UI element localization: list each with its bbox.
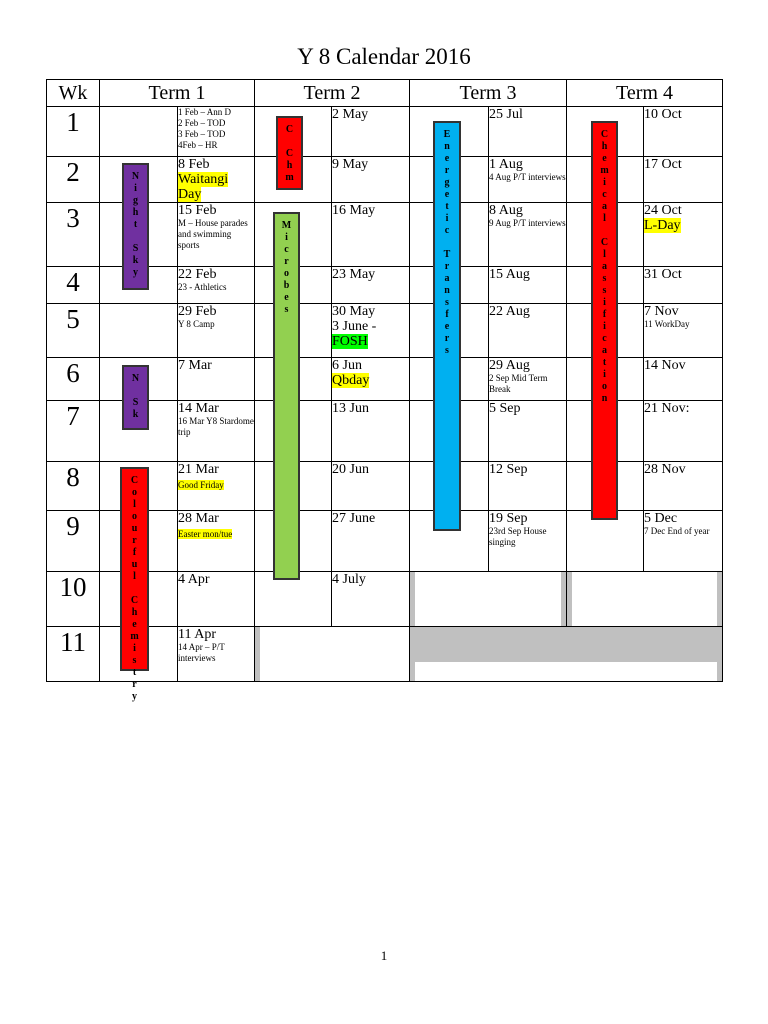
term4-date: 5 Dec 7 Dec End of year	[644, 511, 723, 572]
term3-date: 29 Aug 2 Sep Mid Term Break	[489, 358, 567, 401]
bar-letter	[446, 237, 449, 249]
event-highlight: FOSH	[332, 334, 368, 349]
bar-letter: M	[281, 220, 292, 231]
term3-date: 1 Aug 4 Aug P/T interviews	[489, 157, 567, 203]
week-number: 4	[47, 267, 100, 304]
term3-date: 12 Sep	[489, 462, 567, 511]
week-number: 9	[47, 511, 100, 572]
bar-letter: o	[284, 268, 289, 279]
bar-letter: u	[131, 559, 138, 570]
bar-letter: s	[132, 655, 137, 666]
topic-bar-colourful-chemistry	[120, 467, 149, 702]
term4-date: 10 Oct	[644, 107, 723, 157]
event-note: 23 - Athletics	[178, 282, 227, 292]
week-number: 8	[47, 462, 100, 511]
bar-letter: m	[600, 165, 609, 176]
week-number: 7	[47, 401, 100, 462]
bar-letter: i	[603, 177, 606, 188]
week-number: 3	[47, 203, 100, 267]
bar-letter: r	[284, 256, 289, 267]
bar-letter: c	[284, 244, 289, 255]
bar-letter: i	[603, 369, 606, 380]
bar-letter: c	[602, 189, 607, 200]
bar-letter: t	[445, 201, 449, 212]
bar-letter: f	[132, 547, 137, 558]
bar-letter: o	[132, 511, 137, 522]
bar-letter: a	[444, 273, 450, 284]
term1-date: 29 Feb Y 8 Camp	[178, 304, 255, 358]
event-highlight: Easter mon/tue	[178, 529, 233, 539]
event-note: 4 Aug P/T interviews	[489, 172, 566, 182]
bar-letter	[603, 225, 606, 237]
bar-letter: l	[603, 249, 606, 260]
bar-letter: i	[133, 643, 136, 654]
term1-notes: 1 Feb – Ann D 2 Feb – TOD 3 Feb – TOD 4Feb – HR	[178, 107, 255, 157]
bar-letter: n	[601, 393, 608, 404]
term1-date: 4 Apr	[178, 572, 255, 627]
bar-letter: a	[602, 345, 607, 356]
term3-date: 5 Sep	[489, 401, 567, 462]
term1-date: 7 Mar	[178, 358, 255, 401]
term2-date: 2 May	[332, 107, 410, 157]
bar-letter: e	[132, 619, 137, 630]
bar-letter: o	[602, 381, 607, 392]
bar-letter: C	[285, 148, 294, 159]
bar-letter: a	[602, 201, 607, 212]
term2-date: 30 May 3 June - FOSH	[332, 304, 410, 358]
term2-date: 27 June	[332, 511, 410, 572]
event-highlight: Waitangi Day	[178, 172, 229, 202]
bar-letter: C	[130, 595, 139, 606]
bar-letter: t	[133, 219, 138, 230]
event-note: 14 Apr – P/T interviews	[178, 642, 225, 663]
week-number: 6	[47, 358, 100, 401]
term1-date: 21 Mar Good Friday	[178, 462, 255, 511]
bar-letter: a	[602, 261, 607, 272]
event-note: 9 Aug P/T interviews	[489, 218, 566, 228]
term2-date: 13 Jun	[332, 401, 410, 462]
bar-letter: b	[283, 280, 290, 291]
bar-letter: t	[132, 667, 137, 678]
term2-date: 9 May	[332, 157, 410, 203]
header-term-2: Term 2	[255, 80, 410, 107]
term4-date: 14 Nov	[644, 358, 723, 401]
bar-letter: l	[133, 571, 136, 582]
event-note: 16 Mar Y8 Stardome trip	[178, 416, 254, 437]
bar-letter: h	[131, 607, 138, 618]
bar-letter: N	[131, 171, 140, 182]
term2-date: 4 July	[332, 572, 410, 627]
bar-letter: f	[602, 309, 607, 320]
term4-date: 31 Oct	[644, 267, 723, 304]
term3-date: 15 Aug	[489, 267, 567, 304]
topic-bar-microbes	[273, 212, 300, 580]
bar-letter: l	[603, 213, 606, 224]
event-note: 2 Sep Mid Term Break	[489, 373, 548, 394]
bar-letter	[133, 583, 136, 595]
bar-letter: e	[284, 292, 289, 303]
bar-letter: f	[445, 309, 449, 320]
topic-bar-c-chm	[276, 116, 303, 190]
bar-letter: r	[444, 261, 450, 272]
bar-letter	[134, 231, 137, 243]
bar-letter: C	[285, 124, 294, 135]
term3-date: 19 Sep 23rd Sep House singing	[489, 511, 567, 572]
event-note: M – House parades and swimming sports	[178, 218, 248, 250]
term4-date: 28 Nov	[644, 462, 723, 511]
bar-letter: g	[133, 195, 138, 206]
bar-letter: i	[603, 297, 606, 308]
bar-letter: e	[444, 321, 450, 332]
bar-letter: n	[444, 141, 450, 152]
event-note: 7 Dec End of year	[644, 526, 710, 536]
term3-date: 25 Jul	[489, 107, 567, 157]
week-number: 1	[47, 107, 100, 157]
term2-empty	[255, 627, 410, 682]
bar-letter: T	[443, 249, 451, 260]
week-number: 5	[47, 304, 100, 358]
term2-date: 20 Jun	[332, 462, 410, 511]
bar-letter: C	[600, 237, 609, 248]
event-highlight: L-Day	[644, 218, 681, 233]
bar-letter: i	[603, 321, 606, 332]
term4-date: 21 Nov:	[644, 401, 723, 462]
event-highlight: Qbday	[332, 373, 370, 388]
term1-date: 28 Mar Easter mon/tue	[178, 511, 255, 572]
event-highlight: Good Friday	[178, 480, 224, 490]
bar-letter: s	[602, 273, 607, 284]
bar-letter: e	[444, 189, 450, 200]
term4-date: 7 Nov 11 WorkDay	[644, 304, 723, 358]
term1-date: 11 Apr 14 Apr – P/T interviews	[178, 627, 255, 682]
bar-letter: n	[444, 285, 450, 296]
term1-date: 22 Feb 23 - Athletics	[178, 267, 255, 304]
bar-letter: S	[132, 397, 139, 408]
header-term-3: Term 3	[410, 80, 567, 107]
header-term-1: Term 1	[100, 80, 255, 107]
bar-letter: E	[443, 129, 451, 140]
page-title: Y 8 Calendar 2016	[297, 44, 471, 69]
page-number: 1	[380, 948, 388, 963]
bar-letter: C	[600, 129, 609, 140]
topic-bar-n-sk	[122, 365, 149, 430]
bar-letter	[288, 136, 291, 148]
bar-letter: r	[132, 535, 137, 546]
bar-letter: h	[132, 207, 139, 218]
bar-letter: N	[131, 373, 140, 384]
term1-date: 15 Feb M – House parades and swimming sports	[178, 203, 255, 267]
term3-4-empty	[410, 627, 723, 682]
bar-letter: S	[132, 243, 139, 254]
bar-letter: g	[444, 177, 450, 188]
term4-empty	[567, 572, 723, 627]
bar-letter: e	[602, 153, 607, 164]
header-wk: Wk	[47, 80, 100, 107]
bar-letter: s	[602, 285, 607, 296]
header-term-4: Term 4	[567, 80, 723, 107]
term1-date: 8 Feb Waitangi Day	[178, 157, 255, 203]
term1-date: 14 Mar 16 Mar Y8 Stardome trip	[178, 401, 255, 462]
event-note: 11 WorkDay	[644, 319, 690, 329]
term3-date: 22 Aug	[489, 304, 567, 358]
bar-letter: u	[131, 523, 138, 534]
bar-letter: i	[285, 232, 288, 243]
week-number: 10	[47, 572, 100, 627]
bar-letter: k	[132, 255, 139, 266]
bar-letter: i	[134, 183, 137, 194]
bar-letter: s	[445, 297, 449, 308]
bar-letter: r	[444, 333, 450, 344]
event-note: Y 8 Camp	[178, 319, 215, 329]
bar-letter	[134, 385, 137, 397]
bar-letter: C	[130, 475, 139, 486]
term4-date: 24 Oct L-Day	[644, 203, 723, 267]
bar-letter: c	[602, 333, 607, 344]
bar-letter: m	[285, 172, 294, 183]
term2-date: 16 May	[332, 203, 410, 267]
bar-letter: l	[133, 499, 136, 510]
bar-letter: r	[132, 679, 137, 690]
bar-letter: s	[445, 345, 449, 356]
bar-letter: h	[601, 141, 608, 152]
bar-letter: k	[132, 409, 139, 420]
topic-bar-night-sky	[122, 163, 149, 290]
event-note: 23rd Sep House singing	[489, 526, 547, 547]
week-number: 11	[47, 627, 100, 682]
bar-letter: m	[130, 631, 139, 642]
bar-letter: h	[286, 160, 293, 171]
bar-letter: r	[444, 165, 450, 176]
bar-letter: t	[602, 357, 607, 368]
week-number: 2	[47, 157, 100, 203]
term3-empty	[410, 572, 567, 627]
topic-bar-energetic-transfers	[433, 121, 461, 531]
bar-letter: s	[284, 304, 289, 315]
term3-date: 8 Aug 9 Aug P/T interviews	[489, 203, 567, 267]
term4-date: 17 Oct	[644, 157, 723, 203]
term2-date: 6 Jun Qbday	[332, 358, 410, 401]
bar-letter: c	[444, 225, 450, 236]
term2-date: 23 May	[332, 267, 410, 304]
bar-letter: e	[444, 153, 450, 164]
bar-letter: y	[133, 267, 138, 278]
topic-bar-chemical-classification	[591, 121, 618, 520]
bar-letter: o	[132, 487, 137, 498]
bar-letter: i	[445, 213, 449, 224]
bar-letter: y	[132, 691, 137, 702]
